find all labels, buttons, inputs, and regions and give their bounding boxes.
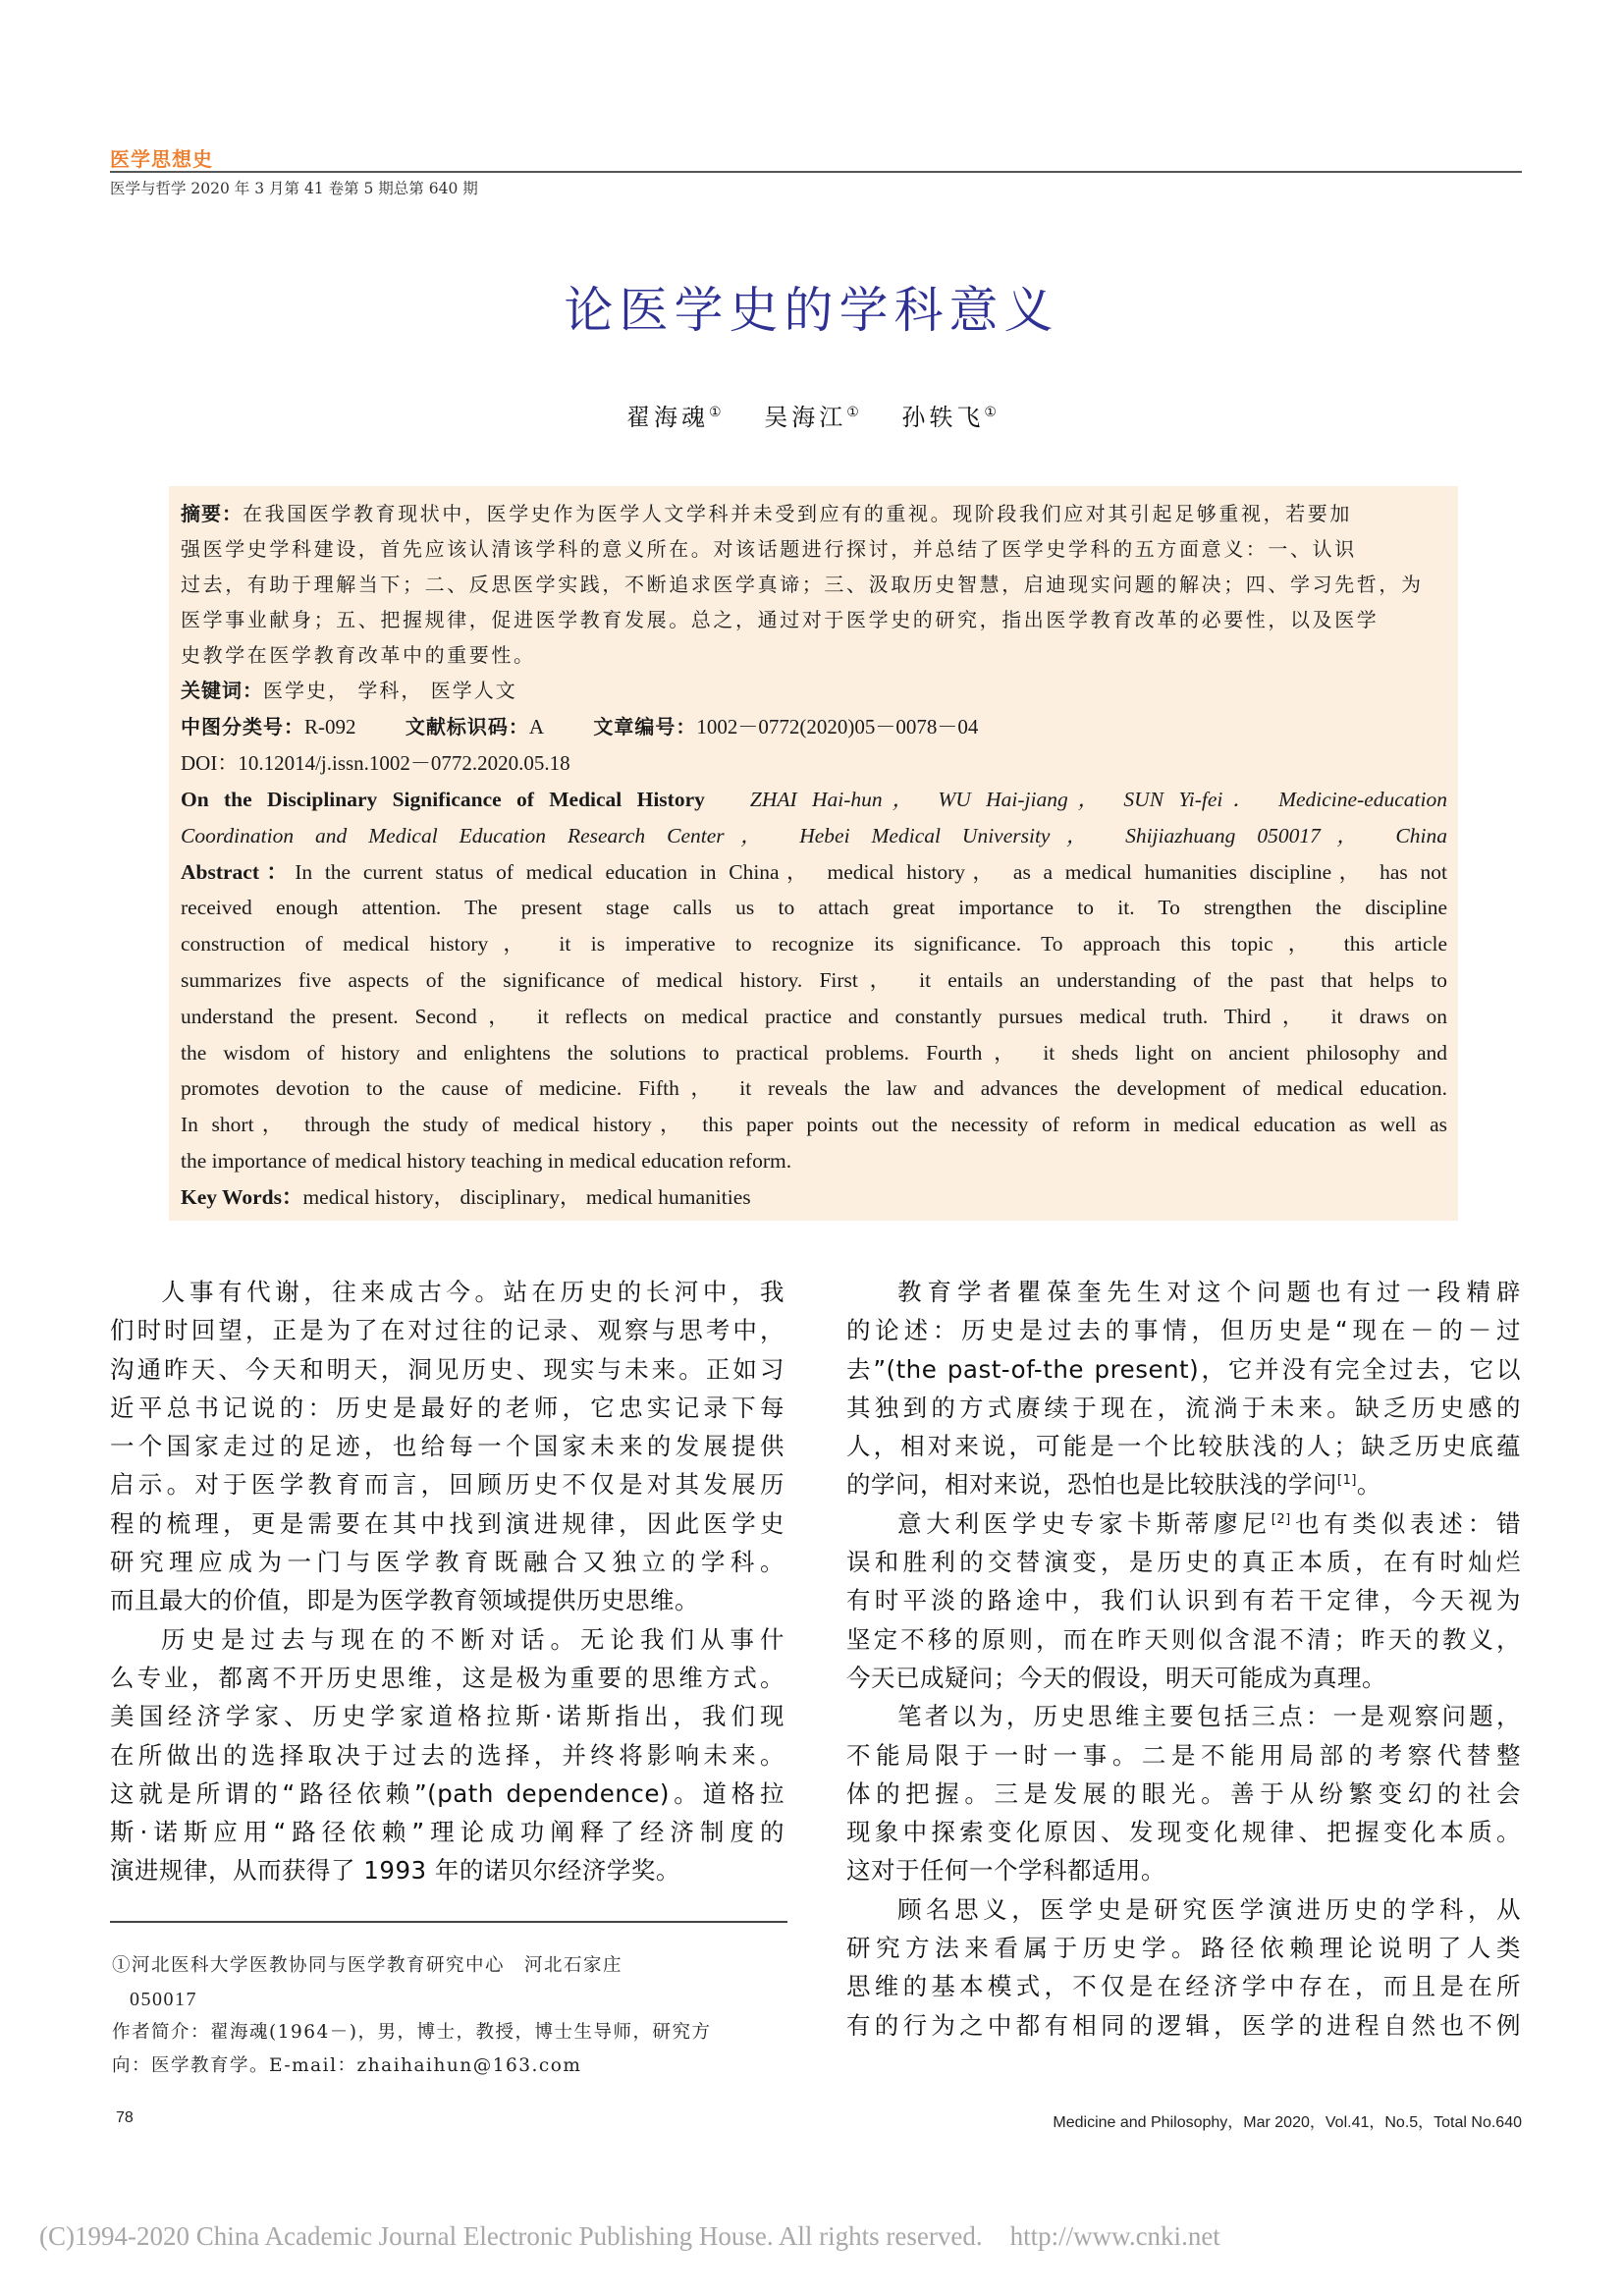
body-text: 斯·诺斯应用“路径依赖”理论成功阐释了经济制度的 bbox=[110, 1818, 784, 1847]
body-text-line bbox=[110, 1350, 784, 1389]
body-text: 在所做出的选择取决于过去的选择，并终将影响未来。 bbox=[110, 1740, 784, 1770]
english-title-line bbox=[181, 782, 1447, 818]
affiliation-mark: ① bbox=[709, 405, 722, 420]
body-text: 一个国家走过的足迹，也给每一个国家未来的发展提供 bbox=[110, 1432, 784, 1461]
body-text-line bbox=[846, 1813, 1521, 1851]
body-text: 也有类似表述：错 bbox=[1290, 1508, 1522, 1538]
body-text: 笔者以为，历史思维主要包括三点：一是观察问题， bbox=[897, 1702, 1521, 1731]
body-text-line bbox=[846, 1389, 1521, 1427]
article-no-label: 文章编号： bbox=[593, 715, 697, 738]
body-text-line bbox=[846, 1273, 1521, 1311]
body-text: 今天已成疑问；今天的假设，明天可能成为真理。 bbox=[846, 1663, 1386, 1692]
abstract-cn-label: 摘要： bbox=[181, 502, 243, 525]
body-text-line bbox=[846, 1620, 1521, 1659]
body-text: 这对于任何一个学科都适用。 bbox=[846, 1856, 1165, 1886]
abstract-en-line: received enough attention. The present stage calls us to attach great importance to it. To strengthen the discipline bbox=[181, 896, 1447, 920]
abstract-en-line: the wisdom of history and enlightens the solutions to practical problems. Fourth， it sheds light on ancient philosophy and bbox=[181, 1040, 1447, 1065]
english-title: On the Disciplinary Significance of Medical History bbox=[181, 788, 705, 811]
english-authors: ZHAI Hai-hun， WU Hai-jiang， SUN Yi-fei． Medicine-education bbox=[749, 788, 1448, 811]
body-text: 历史是过去与现在的不断对话。无论我们从事什 bbox=[161, 1624, 784, 1654]
abstract-en-line: understand the present. Second， it reflects on medical practice and constantly pursues medical truth. Third， it draws on bbox=[181, 1004, 1447, 1028]
affiliation-mark: ① bbox=[984, 405, 997, 420]
running-footer: Medicine and Philosophy，Mar 2020，Vol.41，No.5，Total No.640 bbox=[1053, 2114, 1522, 2131]
body-text: 坚定不移的原则，而在昨天则似含混不清；昨天的教义， bbox=[846, 1624, 1521, 1654]
body-text: 体的把握。三是发展的眼光。善于从纷繁变幻的社会 bbox=[846, 1778, 1521, 1808]
body-text-line bbox=[110, 1851, 784, 1889]
body-text: 美国经济学家、历史学家道格拉斯·诺斯指出，我们现 bbox=[110, 1702, 784, 1731]
article-no-value: 1002－0772(2020)05－0078－04 bbox=[696, 715, 979, 738]
body-column-right bbox=[846, 1273, 1521, 2045]
issue-line: 医学与哲学 2020 年 3 月第 41 卷第 5 期总第 640 期 bbox=[110, 180, 478, 197]
body-text-line bbox=[846, 1697, 1521, 1735]
body-text: 有时平淡的路途中，我们认识到有若干定律，今天视为 bbox=[846, 1586, 1521, 1615]
abstract-en-label: Abstract： bbox=[181, 859, 296, 884]
abstract-en-line: In short， through the study of medical history， this paper points out the necessity of reform in medical education as well as bbox=[181, 1113, 1447, 1137]
author bbox=[626, 404, 722, 431]
footnote-affiliation: ①河北医科大学医教协同与医学教育研究中心 河北石家庄 bbox=[112, 1955, 623, 1976]
abstract-en-text: In the current status of medical education in China， medical history， as a medical humanities discipline， has not bbox=[295, 859, 1447, 884]
body-text: 程的梳理，更是需要在其中找到演进规律，因此医学史 bbox=[110, 1508, 784, 1538]
author-list bbox=[0, 398, 1623, 432]
footnote-author-bio-cont: 向：医学教育学。E-mail：zhaihaihun@163.com bbox=[112, 2055, 582, 2076]
article-title: 论医学史的学科意义 bbox=[564, 282, 1059, 339]
copyright-text: (C)1994-2020 China Academic Journal Electronic Publishing House. All rights reserved. bbox=[39, 2221, 983, 2251]
footnotes bbox=[112, 1949, 789, 2083]
doc-code-value: A bbox=[528, 715, 545, 738]
body-text: 这就是所谓的“路径依赖”(path dependence)。道格拉 bbox=[110, 1778, 784, 1808]
doc-code-label: 文献标识码： bbox=[405, 715, 529, 738]
body-text-line bbox=[846, 1427, 1521, 1465]
abstract-cn-line: 史教学在医学教育改革中的重要性。 bbox=[181, 643, 536, 667]
body-text-line bbox=[110, 1581, 784, 1619]
body-text: 启示。对于医学教育而言，回顾历史不仅是对其发展历 bbox=[110, 1470, 784, 1500]
body-text: 。 bbox=[1356, 1470, 1381, 1500]
footnote-affiliation-postcode: 050017 bbox=[130, 1989, 197, 2010]
body-text-line bbox=[110, 1311, 784, 1349]
keywords-en-value: medical history， disciplinary， medical humanities bbox=[302, 1184, 751, 1209]
body-text-line bbox=[846, 1581, 1521, 1619]
classification-row bbox=[181, 709, 1447, 745]
body-text: 研究方法来看属于历史学。路径依赖理论说明了人类 bbox=[846, 1934, 1521, 1963]
body-text-line bbox=[846, 1967, 1521, 2005]
body-text: 有的行为之中都有相同的逻辑，医学的进程自然也不例 bbox=[846, 2010, 1521, 2040]
body-text: 思维的基本模式，不仅是在经济学中存在，而且是在所 bbox=[846, 1972, 1521, 2001]
body-text-line bbox=[846, 1851, 1521, 1889]
citation-reference[interactable]: [2] bbox=[1271, 1511, 1291, 1527]
abstract-en-line: the importance of medical history teaching in medical education reform. bbox=[181, 1148, 792, 1173]
body-text-line bbox=[846, 1736, 1521, 1775]
body-text: 去”(the past-of-the present)，它并没有完全过去，它以 bbox=[846, 1354, 1521, 1384]
body-text: 人事有代谢，往来成古今。站在历史的长河中，我 bbox=[161, 1278, 784, 1306]
body-text: 而且最大的价值，即是为医学教育领域提供历史思维。 bbox=[110, 1586, 699, 1615]
body-text-line bbox=[846, 1311, 1521, 1349]
body-text-line bbox=[846, 1350, 1521, 1389]
body-text-line bbox=[846, 1775, 1521, 1813]
body-text-line bbox=[110, 1389, 784, 1427]
abstract-box bbox=[169, 486, 1458, 1221]
copyright-watermark bbox=[39, 2221, 1220, 2252]
abstract-cn-line: 过去，有助于理解当下；二、反思医学实践，不断追求医学真谛；三、汲取历史智慧，启迪现实问题的解决；四、学习先哲，为 bbox=[181, 573, 1424, 596]
body-text-line bbox=[110, 1427, 784, 1465]
body-text: 顾名思义，医学史是研究医学演进历史的学科，从 bbox=[897, 1894, 1521, 1924]
body-text: 演进规律，从而获得了 1993 年的诺贝尔经济学奖。 bbox=[110, 1856, 680, 1886]
body-text: 不能局限于一时一事。二是不能用局部的考察代替整 bbox=[846, 1740, 1521, 1770]
body-text: 近平总书记说的：历史是最好的老师，它忠实记录下每 bbox=[110, 1393, 784, 1422]
page-number: 78 bbox=[116, 2109, 134, 2126]
keywords-cn-label: 关键词： bbox=[181, 679, 263, 702]
clc-value: R-092 bbox=[304, 715, 356, 738]
body-text-line bbox=[110, 1775, 784, 1813]
abstract-en-line bbox=[181, 854, 1447, 891]
doi: DOI：10.12014/j.issn.1002－0772.2020.05.18 bbox=[181, 751, 570, 775]
keywords-cn bbox=[181, 673, 1447, 709]
author bbox=[901, 404, 997, 431]
body-text-line bbox=[110, 1465, 784, 1503]
author-name: 孙轶飞 bbox=[901, 404, 985, 431]
body-text: 意大利医学史专家卡斯蒂廖尼 bbox=[897, 1508, 1271, 1538]
body-text: 的学问，相对来说，恐怕也是比较肤浅的学问 bbox=[846, 1470, 1337, 1500]
body-text: 人，相对来说，可能是一个比较肤浅的人；缺乏历史底蕴 bbox=[846, 1432, 1521, 1461]
footnote-author-bio: 作者简介：翟海魂(1964－)，男，博士，教授，博士生导师，研究方 bbox=[112, 2022, 712, 2043]
body-text: 误和胜利的交替演变，是历史的真正本质，在有时灿烂 bbox=[846, 1548, 1521, 1577]
section-label: 医学思想史 bbox=[110, 147, 213, 171]
citation-reference[interactable]: [1] bbox=[1337, 1473, 1357, 1489]
abstract-en-line: promotes devotion to the cause of medicine. Fifth， it reveals the law and advances the development of medical education. bbox=[181, 1076, 1447, 1101]
body-text-line bbox=[110, 1736, 784, 1775]
body-text-line bbox=[846, 1929, 1521, 1967]
body-text: 么专业，都离不开历史思维，这是极为重要的思维方式。 bbox=[110, 1663, 784, 1692]
clc-label: 中图分类号： bbox=[181, 715, 304, 738]
keywords-en bbox=[181, 1179, 1447, 1216]
body-text-line bbox=[110, 1697, 784, 1735]
body-text: 沟通昨天、今天和明天，洞见历史、现实与未来。正如习 bbox=[110, 1354, 784, 1384]
keywords-cn-value: 医学史， 学科， 医学人文 bbox=[263, 679, 517, 702]
body-text: 其独到的方式赓续于现在，流淌于未来。缺乏历史感的 bbox=[846, 1393, 1521, 1422]
body-column-left bbox=[110, 1273, 784, 1890]
copyright-url[interactable]: http://www.cnki.net bbox=[1009, 2221, 1220, 2251]
author bbox=[764, 404, 859, 431]
author-name: 吴海江 bbox=[764, 404, 847, 431]
body-text-line bbox=[846, 2006, 1521, 2045]
abstract-cn-text: 在我国医学教育现状中，医学史作为医学人文学科并未受到应有的重视。现阶段我们应对其引起足够重视，若要加 bbox=[243, 502, 1352, 525]
body-text-line bbox=[846, 1543, 1521, 1581]
body-text: 教育学者瞿葆奎先生对这个问题也有过一段精辟 bbox=[897, 1278, 1521, 1306]
body-text-line bbox=[110, 1813, 784, 1851]
english-affiliation: Coordination and Medical Education Research Center， Hebei Medical University， Shijiazhuang 050017， China bbox=[181, 823, 1447, 847]
abstract-content bbox=[181, 496, 1447, 1216]
body-text-line bbox=[110, 1659, 784, 1697]
header-rule bbox=[110, 171, 1522, 173]
body-text-line bbox=[846, 1465, 1521, 1503]
body-text-line bbox=[110, 1620, 784, 1659]
abstract-en-line: construction of medical history， it is imperative to recognize its significance. To approach this topic， this article bbox=[181, 932, 1447, 957]
keywords-en-label: Key Words： bbox=[181, 1184, 303, 1209]
body-text-line bbox=[846, 1890, 1521, 1929]
body-text: 的论述：历史是过去的事情，但历史是“现在－的－过 bbox=[846, 1316, 1521, 1345]
author-name: 翟海魂 bbox=[626, 404, 710, 431]
body-text: 研究理应成为一门与医学教育既融合又独立的学科。 bbox=[110, 1548, 784, 1577]
body-text: 现象中探索变化原因、发现变化规律、把握变化本质。 bbox=[846, 1818, 1521, 1847]
abstract-cn-line: 强医学史学科建设，首先应该认清该学科的意义所在。对该话题进行探讨，并总结了医学史学科的五方面意义：一、认识 bbox=[181, 537, 1357, 561]
footnote-rule bbox=[110, 1921, 787, 1923]
abstract-cn-line: 医学事业献身；五、把握规律，促进医学教育发展。总之，通过对于医学史的研究，指出医学教育改革的必要性，以及医学 bbox=[181, 608, 1380, 631]
body-text-line bbox=[846, 1504, 1521, 1543]
body-text-line bbox=[110, 1543, 784, 1581]
body-text-line bbox=[110, 1504, 784, 1543]
body-text: 们时时回望，正是为了在对过往的记录、观察与思考中， bbox=[110, 1316, 784, 1345]
abstract-en-line: summarizes five aspects of the significance of medical history. First， it entails an understanding of the past that helps to bbox=[181, 967, 1447, 992]
abstract-cn-line bbox=[181, 496, 1447, 531]
body-text-line bbox=[110, 1273, 784, 1311]
affiliation-mark: ① bbox=[846, 405, 859, 420]
body-text-line bbox=[846, 1659, 1521, 1697]
